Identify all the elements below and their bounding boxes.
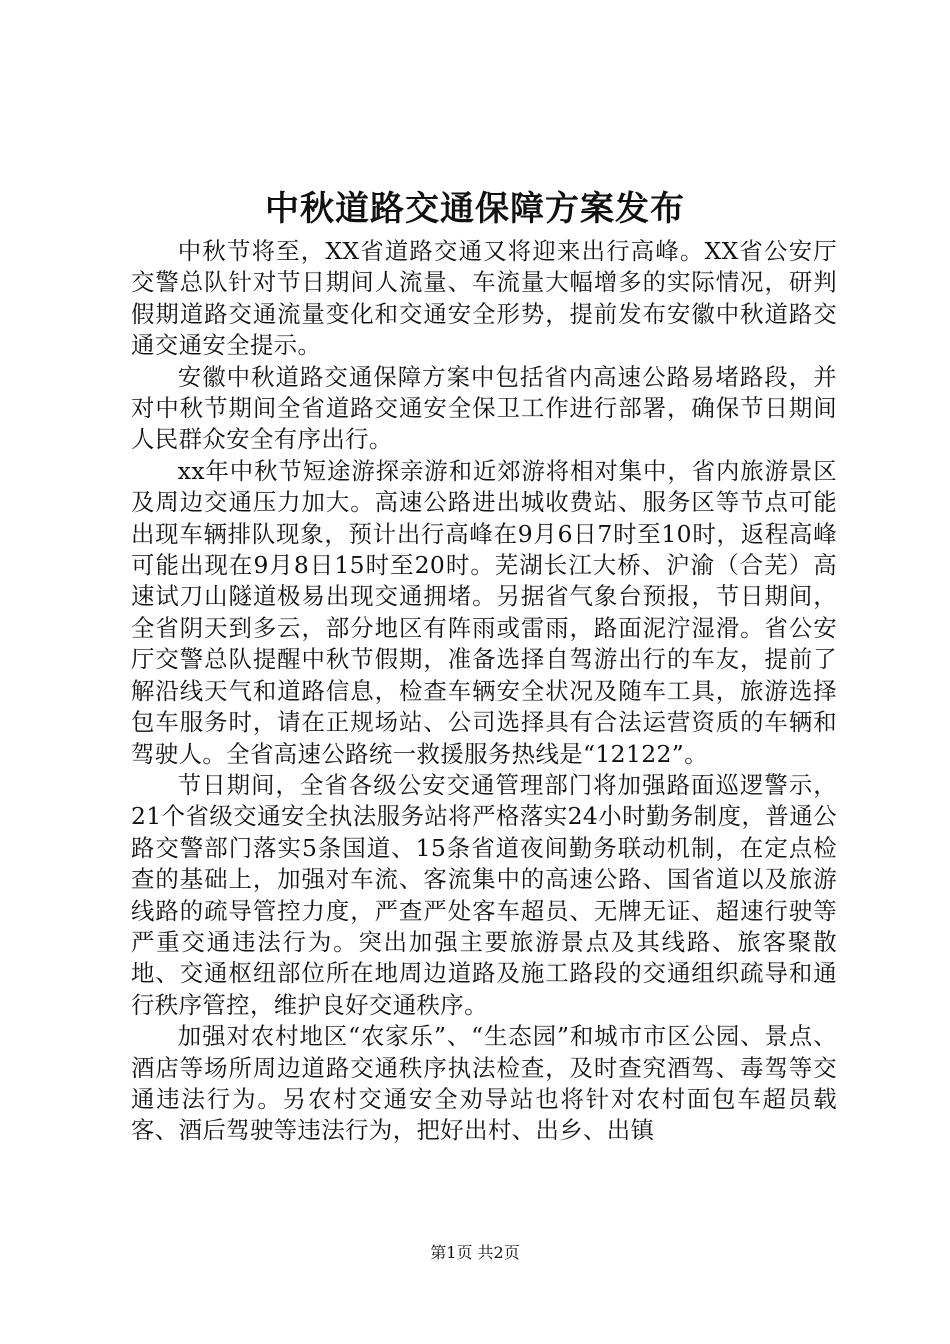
page-number-footer: 第1页 共2页	[430, 1243, 520, 1262]
paragraph: 中秋节将至，XX省道路交通又将迎来出行高峰。XX省公安厅交警总队针对节日期间人流量、车流量大幅增多的实际情况，研判假期道路交通流量变化和交通安全形势，提前发布安徽中秋道路交通交通安全提示。	[131, 237, 837, 360]
document-title: 中秋道路交通保障方案发布	[265, 189, 685, 229]
document-body	[131, 236, 837, 1147]
paragraph: 安徽中秋道路交通保障方案中包括省内高速公路易堵路段，并对中秋节期间全省道路交通安全保卫工作进行部署，确保节日期间人民群众安全有序出行。	[131, 362, 837, 454]
paragraph: xx年中秋节短途游探亲游和近郊游将相对集中，省内旅游景区及周边交通压力加大。高速公路进出城收费站、服务区等节点可能出现车辆排队现象，预计出行高峰在9月6日7时至10时，返程高峰可能出现在9月8日15时至20时。芜湖长江大桥、沪渝（合芜）高速试刀山隧道极易出现交通拥堵。另据省气象台预报，节日期间，全省阴天到多云，部分地区有阵雨或雷雨，路面泥泞湿滑。省公安厅交警总队提醒中秋节假期，准备选择自驾游出行的车友，提前了解沿线天气和道路信息，检查车辆安全状况及随车工具，旅游选择包车服务时，请在正规场站、公司选择具有合法运营资质的车辆和驾驶人。全省高速公路统一救援服务热线是“12122”。	[131, 456, 837, 768]
paragraph: 节日期间，全省各级公安交通管理部门将加强路面巡逻警示，21个省级交通安全执法服务站将严格落实24小时勤务制度，普通公路交警部门落实5条国道、15条省道夜间勤务联动机制，在定点检查的基础上，加强对车流、客流集中的高速公路、国省道以及旅游线路的疏导管控力度，严查严处客车超员、无牌无证、超速行驶等严重交通违法行为。突出加强主要旅游景点及其线路、旅客聚散地、交通枢纽部位所在地周边道路及施工路段的交通组织疏导和通行秩序管控，维护良好交通秩序。	[131, 770, 837, 1019]
paragraph: 加强对农村地区“农家乐”、“生态园”和城市市区公园、景点、酒店等场所周边道路交通秩序执法检查，及时查究酒驾、毒驾等交通违法行为。另农村交通安全劝导站也将针对农村面包车超员载客、酒后驾驶等违法行为，把好出村、出乡、出镇	[131, 1022, 837, 1145]
